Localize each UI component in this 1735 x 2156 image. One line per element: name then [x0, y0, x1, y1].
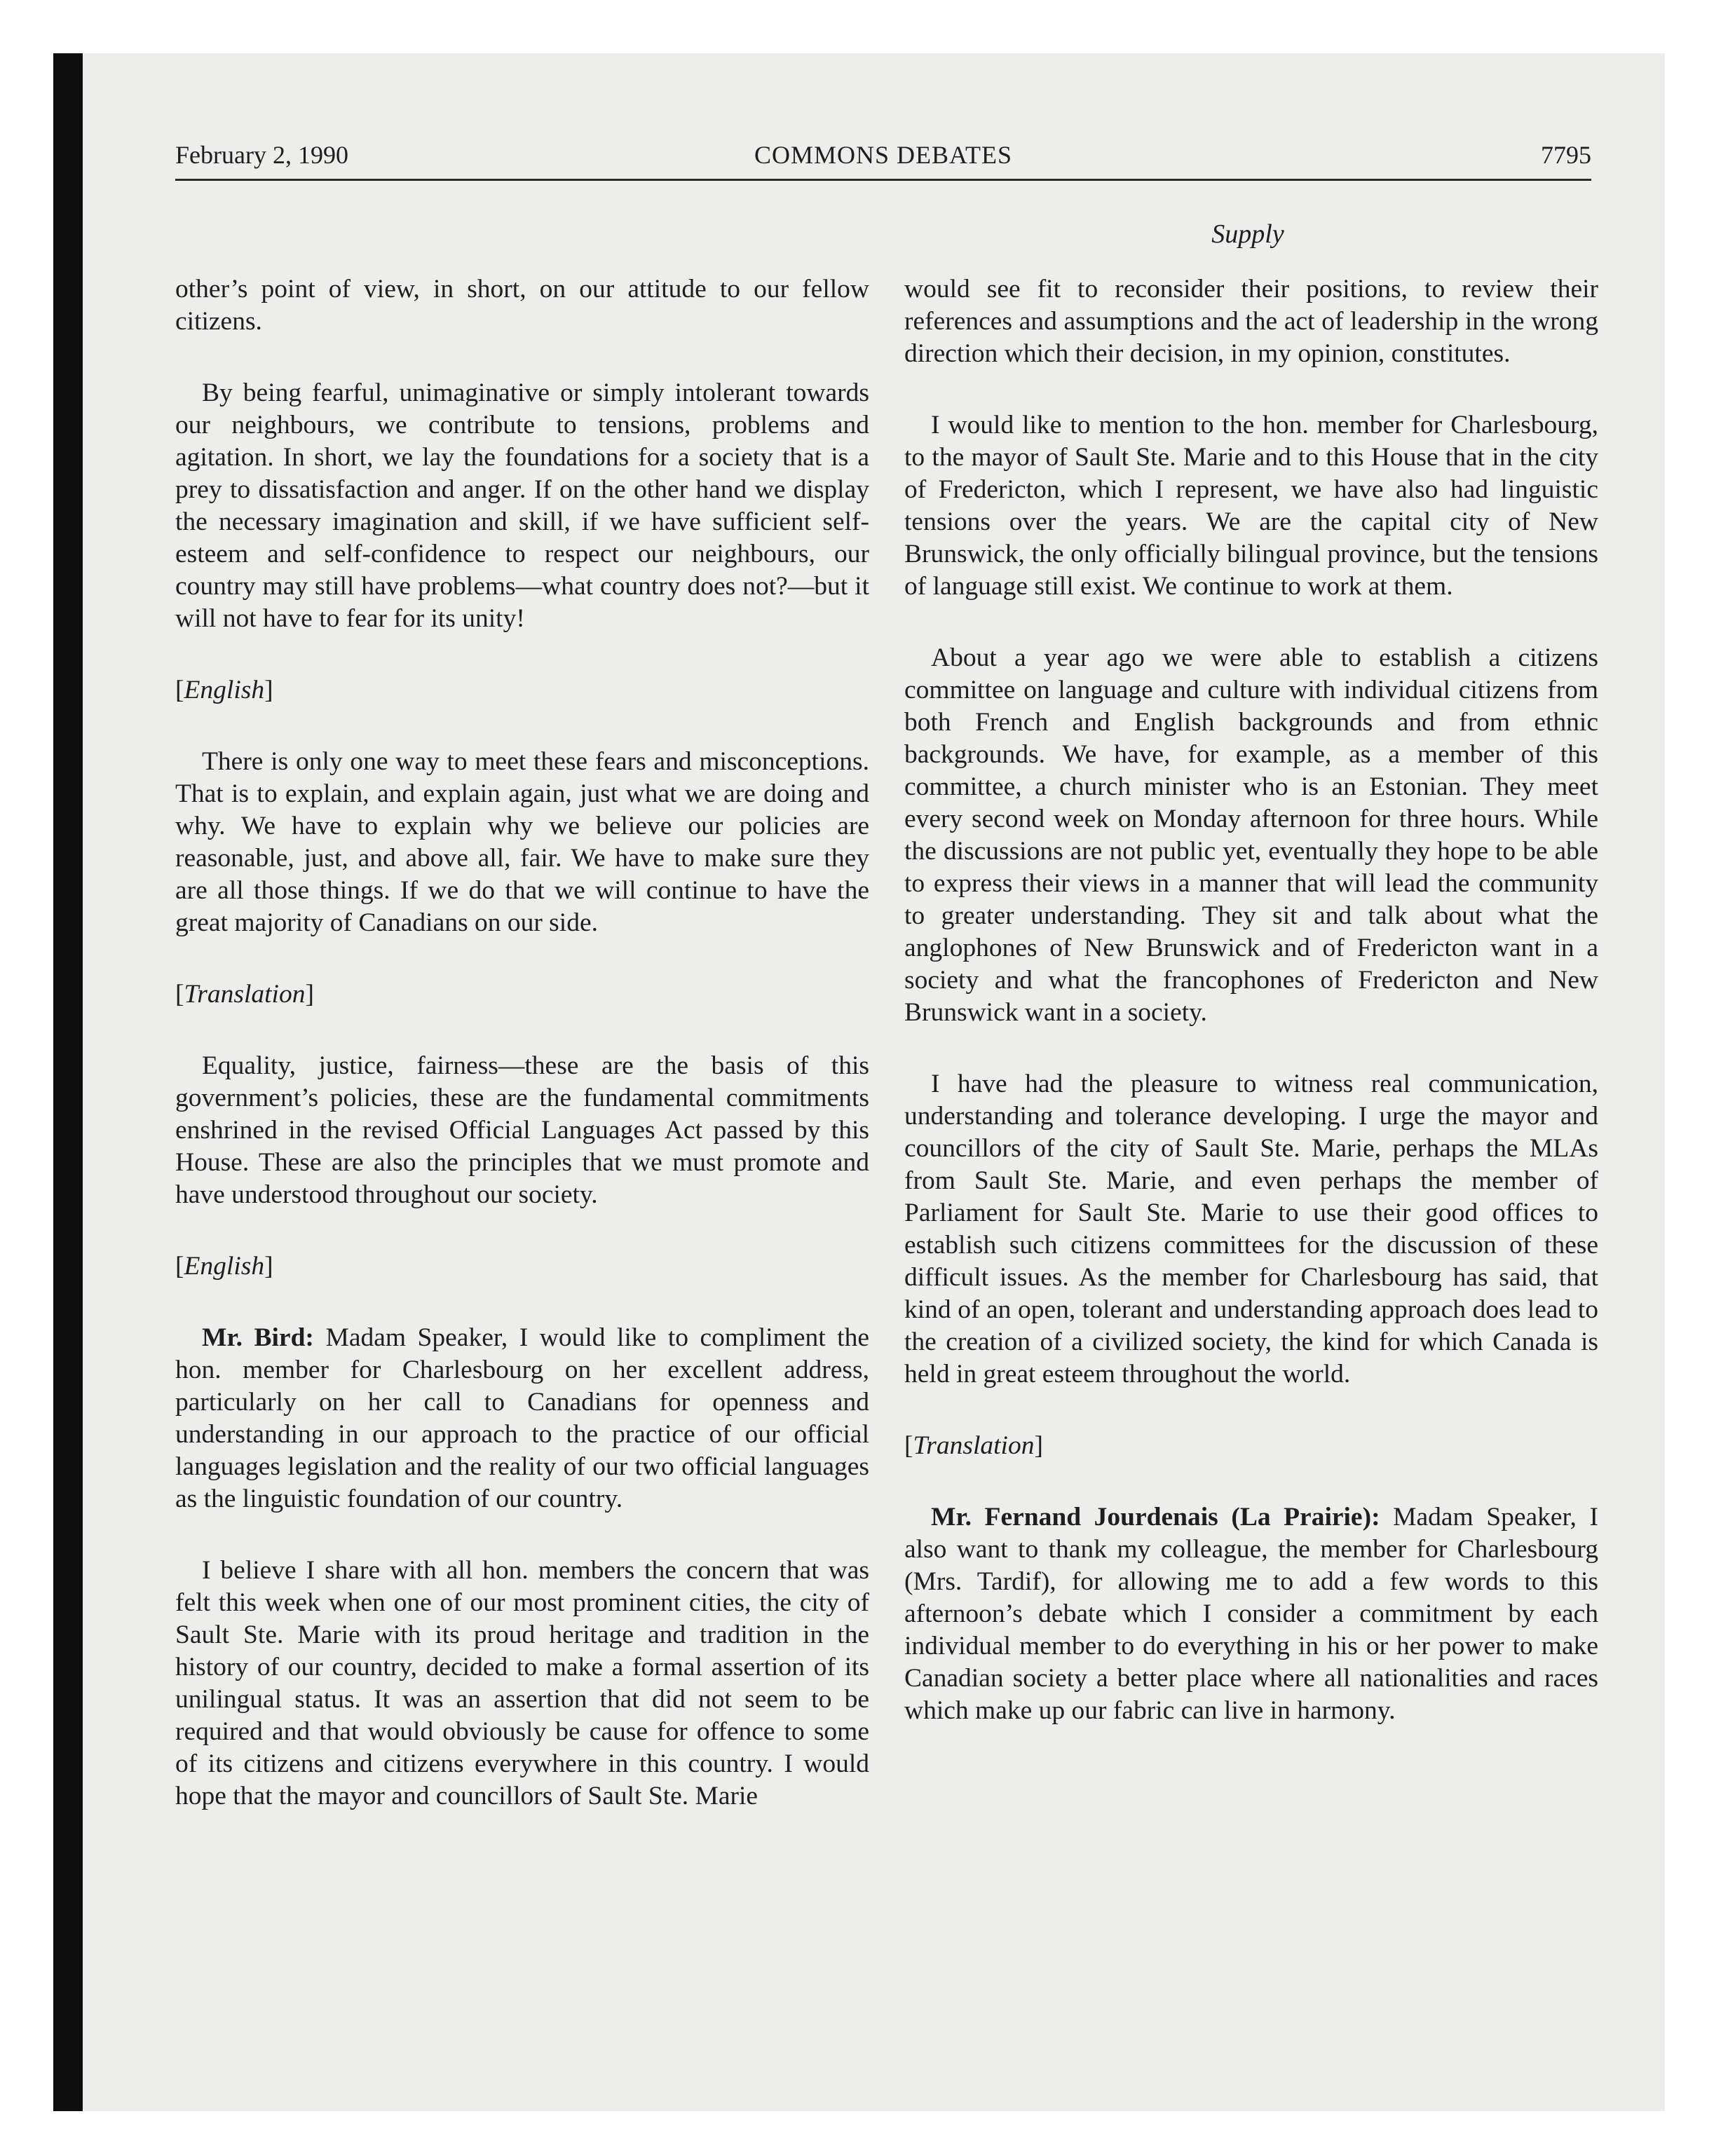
speech-text: Madam Speaker, I also want to thank my colleague, the member for Charlesbourg (Mrs. Tardif), for allowing me to add a few words to this afternoon’s debate which I consider a commitment by each individual member to do everything in his or her power to make Canadian society a better place where all nationalities and races which make up our fabric can live in harmony.: [904, 1503, 1598, 1725]
left-column: [175, 273, 869, 1852]
running-head: Supply: [1211, 219, 1284, 249]
paragraph: About a year ago we were able to establish a citizens committee on language and culture with individual citizens from both French and English backgrounds and from ethnic backgrounds. We have, for example, as a member of this committee, a church minister who is an Estonian. They meet every second week on Monday afternoon for three hours. While the discussions are not public yet, eventually they hope to be able to express their views in a manner that will lead the community to greater understanding. They sit and talk about what the anglophones of New Brunswick and of Fredericton want in a society and what the francophones of Fredericton and New Brunswick want in a society.: [904, 643, 1598, 1027]
paragraph: I would like to mention to the hon. member for Charlesbourg, to the mayor of Sault Ste. Marie and to this House that in the city of Fredericton, which I represent, we have also had linguistic tensions over the years. We are the capital city of New Brunswick, the only officially bilingual province, but the tensions of language still exist. We continue to work at them.: [904, 411, 1598, 601]
page-number: 7795: [1541, 141, 1591, 169]
paragraph: I have had the pleasure to witness real communication, understanding and tolerance developing. I urge the mayor and councillors of the city of Sault Ste. Marie, perhaps the MLAs from Sault Ste. Marie, and even perhaps the member of Parliament for Sault Ste. Marie to use their good offices to establish such citizens committees for the discussion of these difficult issues. As the member for Charlesbourg has said, that kind of an open, tolerant and understanding approach does lead to the creation of a civilized society, the kind for which Canada is held in great esteem throughout the world.: [904, 1070, 1598, 1389]
language-label: [English]: [175, 1252, 273, 1281]
speaker-name: Mr. Fernand Jourdenais (La Prairie):: [931, 1503, 1380, 1531]
speaker-name: Mr. Bird:: [202, 1323, 314, 1352]
right-column: [904, 273, 1598, 1766]
paragraph: I believe I share with all hon. members the concern that was felt this week when one of our most prominent cities, the city of Sault Ste. Marie with its proud heritage and tradition in the history of our country, decided to make a formal assertion of its unilingual status. It was an assertion that did not seem to be required and that would obviously be cause for offence to some of its citizens and citizens everywhere in this country. I would hope that the mayor and councillors of Sault Ste. Marie: [175, 1556, 869, 1810]
language-label: [English]: [175, 676, 273, 704]
language-label-text: Translation: [184, 980, 306, 1009]
paragraph: Equality, justice, fairness—these are the basis of this government’s policies, these are the fundamental commitments enshrined in the revised Official Languages Act passed by this House. These are also the principles that we must promote and have understood throughout our society.: [175, 1051, 869, 1209]
speech-paragraph: [904, 1501, 1598, 1727]
language-label-text: Translation: [913, 1431, 1035, 1460]
header-date: February 2, 1990: [175, 141, 348, 169]
paragraph: other’s point of view, in short, on our attitude to our fellow citizens.: [175, 275, 869, 336]
header-rule: [175, 179, 1591, 181]
language-label: [Translation]: [904, 1431, 1043, 1460]
paragraph: By being fearful, unimaginative or simply intolerant towards our neighbours, we contribute to tensions, problems and agitation. In short, we lay the foundations for a society that is a prey to dissatisfaction and anger. If on the other hand we display the necessary imagination and skill, if we have sufficient self-esteem and self-confidence to respect our neighbours, our country may still have problems—what country does not?—but it will not have to fear for its unity!: [175, 378, 869, 633]
page-header: [175, 140, 1591, 175]
speech-text: Madam Speaker, I would like to compliment the hon. member for Charlesbourg on her excellent address, particularly on her call to Canadians for openness and understanding in our approach to the practice of our official languages legislation and the reality of our two official languages as the linguistic foundation of our country.: [175, 1323, 869, 1513]
paragraph: There is only one way to meet these fears and misconceptions. That is to explain, and explain again, just what we are doing and why. We have to explain why we believe our policies are reasonable, just, and above all, fair. We have to make sure they are all those things. If we do that we will continue to have the great majority of Canadians on our side.: [175, 747, 869, 937]
speech-paragraph: [175, 1322, 869, 1515]
language-label: [Translation]: [175, 980, 314, 1009]
language-label-text: English: [184, 676, 265, 704]
language-label-text: English: [184, 1252, 265, 1281]
paragraph: would see fit to reconsider their positions, to review their references and assumptions and the act of leadership in the wrong direction which their decision, in my opinion, constitutes.: [904, 275, 1598, 368]
scan-binding-edge: [53, 53, 83, 2111]
header-title: COMMONS DEBATES: [754, 141, 1013, 169]
